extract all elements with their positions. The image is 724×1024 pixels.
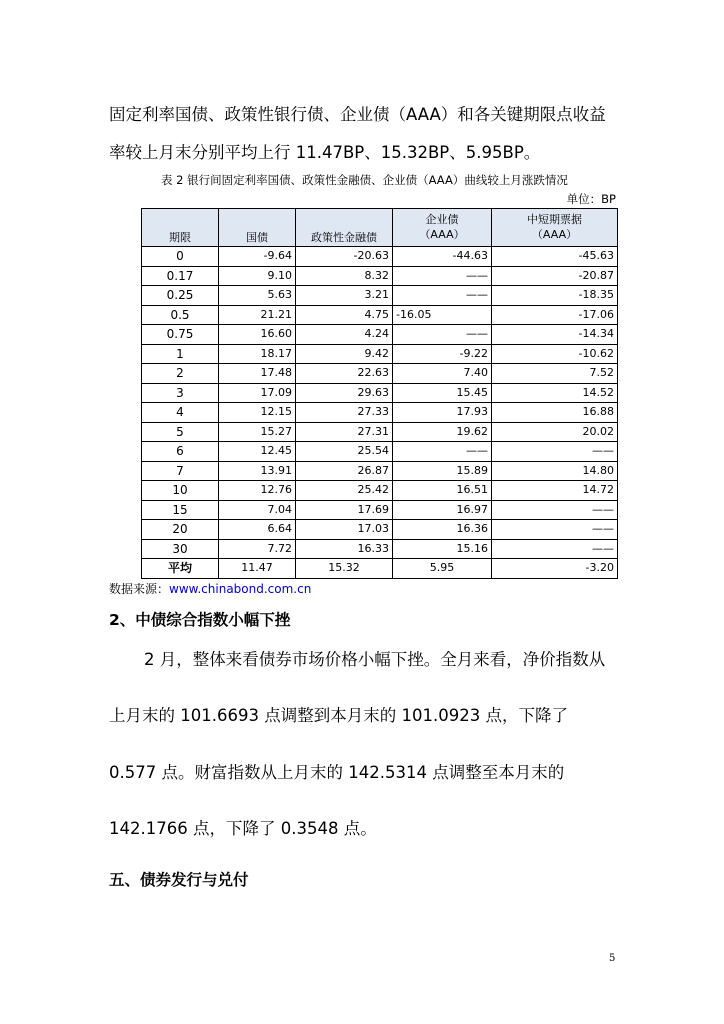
cell-policy: 26.87 xyxy=(296,461,393,481)
header-term: 期限 xyxy=(142,209,219,247)
table-row xyxy=(142,442,618,462)
cell-corp: 15.89 xyxy=(393,461,492,481)
avg-cell-corp: 5.95 xyxy=(393,559,492,579)
cell-policy: 27.31 xyxy=(296,422,393,442)
cell-policy: 29.63 xyxy=(296,383,393,403)
cell-govt: 18.17 xyxy=(219,344,296,364)
cell-term: 6 xyxy=(142,442,219,462)
page-number: 5 xyxy=(609,953,616,964)
table-row xyxy=(142,403,618,423)
cell-govt: 16.60 xyxy=(219,325,296,345)
table-header-row xyxy=(142,209,618,247)
cell-term: 7 xyxy=(142,461,219,481)
cell-corp: 19.62 xyxy=(393,422,492,442)
cell-term: 0 xyxy=(142,247,219,267)
cell-govt: 12.15 xyxy=(219,403,296,423)
cell-govt: -9.64 xyxy=(219,247,296,267)
cell-cp: 14.72 xyxy=(492,481,618,501)
table-row xyxy=(142,461,618,481)
cell-govt: 17.48 xyxy=(219,364,296,384)
cell-cp: -14.34 xyxy=(492,325,618,345)
table-unit: 单位：BP xyxy=(566,192,616,206)
cell-corp: 16.51 xyxy=(393,481,492,501)
cell-cp: -10.62 xyxy=(492,344,618,364)
cell-cp: —— xyxy=(492,442,618,462)
cell-cp: -18.35 xyxy=(492,286,618,306)
cell-govt: 9.10 xyxy=(219,266,296,286)
cell-govt: 5.63 xyxy=(219,286,296,306)
cell-term: 0.5 xyxy=(142,305,219,325)
yield-change-table xyxy=(141,208,618,579)
header-corp-bottom: （AAA） xyxy=(419,228,465,241)
cell-policy: 9.42 xyxy=(296,344,393,364)
cell-term: 10 xyxy=(142,481,219,501)
section-2-line-1: 2 月，整体来看债券市场价格小幅下挫。全月来看，净价指数从 xyxy=(144,650,606,669)
cell-term: 20 xyxy=(142,520,219,540)
cell-term: 15 xyxy=(142,500,219,520)
cell-policy: 8.32 xyxy=(296,266,393,286)
header-policy: 政策性金融债 xyxy=(296,209,393,247)
cell-cp: -20.87 xyxy=(492,266,618,286)
cell-corp: -44.63 xyxy=(393,247,492,267)
table-row xyxy=(142,520,618,540)
cell-policy: 4.24 xyxy=(296,325,393,345)
cell-cp: 16.88 xyxy=(492,403,618,423)
cell-govt: 17.09 xyxy=(219,383,296,403)
table-row xyxy=(142,481,618,501)
cell-term: 0.75 xyxy=(142,325,219,345)
cell-cp: —— xyxy=(492,500,618,520)
cell-cp: 14.80 xyxy=(492,461,618,481)
header-corp xyxy=(393,209,492,247)
table-row xyxy=(142,286,618,306)
cell-corp: -16.05 xyxy=(393,305,492,325)
cell-cp: -17.06 xyxy=(492,305,618,325)
cell-govt: 6.64 xyxy=(219,520,296,540)
intro-line-1: 固定利率国债、政策性银行债、企业债（AAA）和各关键期限点收益 xyxy=(109,105,606,124)
cell-term: 3 xyxy=(142,383,219,403)
cell-corp: 15.45 xyxy=(393,383,492,403)
cell-term: 5 xyxy=(142,422,219,442)
cell-govt: 13.91 xyxy=(219,461,296,481)
cell-govt: 7.72 xyxy=(219,539,296,559)
cell-policy: 25.54 xyxy=(296,442,393,462)
cell-corp: 16.97 xyxy=(393,500,492,520)
header-corp-top: 企业债 xyxy=(425,213,459,226)
cell-corp: 16.36 xyxy=(393,520,492,540)
table-row xyxy=(142,266,618,286)
avg-cell-policy: 15.32 xyxy=(296,559,393,579)
cell-corp: —— xyxy=(393,286,492,306)
table-row xyxy=(142,422,618,442)
cell-govt: 15.27 xyxy=(219,422,296,442)
table-row xyxy=(142,500,618,520)
cell-term: 30 xyxy=(142,539,219,559)
cell-cp: —— xyxy=(492,539,618,559)
cell-term: 4 xyxy=(142,403,219,423)
header-govt: 国债 xyxy=(219,209,296,247)
cell-cp: —— xyxy=(492,520,618,540)
cell-policy: 17.69 xyxy=(296,500,393,520)
section-5-heading: 五、债券发行与兑付 xyxy=(109,871,249,889)
table-row-average xyxy=(142,559,618,579)
cell-cp: 7.52 xyxy=(492,364,618,384)
table-row xyxy=(142,344,618,364)
cell-govt: 7.04 xyxy=(219,500,296,520)
cell-policy: -20.63 xyxy=(296,247,393,267)
data-source-link[interactable]: www.chinabond.com.cn xyxy=(169,582,312,596)
avg-cell-term: 平均 xyxy=(142,559,219,579)
cell-corp: 7.40 xyxy=(393,364,492,384)
cell-term: 0.25 xyxy=(142,286,219,306)
cell-policy: 25.42 xyxy=(296,481,393,501)
cell-policy: 22.63 xyxy=(296,364,393,384)
cell-policy: 16.33 xyxy=(296,539,393,559)
section-2-heading: 2、中债综合指数小幅下挫 xyxy=(109,611,291,629)
cell-govt: 21.21 xyxy=(219,305,296,325)
table-row xyxy=(142,247,618,267)
table-caption: 表 2 银行间固定利率国债、政策性金融债、企业债（AAA）曲线较上月涨跌情况 xyxy=(161,173,568,187)
intro-line-2: 率较上月末分别平均上行 11.47BP、15.32BP、5.95BP。 xyxy=(109,143,541,162)
data-source xyxy=(109,582,311,596)
avg-cell-cp: -3.20 xyxy=(492,559,618,579)
table-row xyxy=(142,383,618,403)
cell-corp: —— xyxy=(393,325,492,345)
header-cp xyxy=(492,209,618,247)
table-row xyxy=(142,539,618,559)
cell-corp: 15.16 xyxy=(393,539,492,559)
cell-term: 0.17 xyxy=(142,266,219,286)
cell-corp: —— xyxy=(393,442,492,462)
cell-corp: —— xyxy=(393,266,492,286)
table-row xyxy=(142,325,618,345)
cell-policy: 17.03 xyxy=(296,520,393,540)
cell-cp: 20.02 xyxy=(492,422,618,442)
section-2-line-3: 0.577 点。财富指数从上月末的 142.5314 点调整至本月末的 xyxy=(109,763,565,782)
header-cp-bottom: （AAA） xyxy=(531,228,578,241)
cell-term: 2 xyxy=(142,364,219,384)
cell-cp: 14.52 xyxy=(492,383,618,403)
cell-govt: 12.45 xyxy=(219,442,296,462)
section-2-line-2: 上月末的 101.6693 点调整到本月末的 101.0923 点，下降了 xyxy=(109,706,568,725)
cell-policy: 4.75 xyxy=(296,305,393,325)
header-cp-top: 中短期票据 xyxy=(527,213,582,226)
cell-policy: 3.21 xyxy=(296,286,393,306)
data-source-label: 数据来源： xyxy=(109,582,170,596)
cell-term: 1 xyxy=(142,344,219,364)
cell-corp: 17.93 xyxy=(393,403,492,423)
table-row xyxy=(142,364,618,384)
cell-cp: -45.63 xyxy=(492,247,618,267)
section-2-line-4: 142.1766 点，下降了 0.3548 点。 xyxy=(109,819,377,838)
cell-policy: 27.33 xyxy=(296,403,393,423)
cell-govt: 12.76 xyxy=(219,481,296,501)
table-row xyxy=(142,305,618,325)
avg-cell-govt: 11.47 xyxy=(219,559,296,579)
cell-corp: -9.22 xyxy=(393,344,492,364)
